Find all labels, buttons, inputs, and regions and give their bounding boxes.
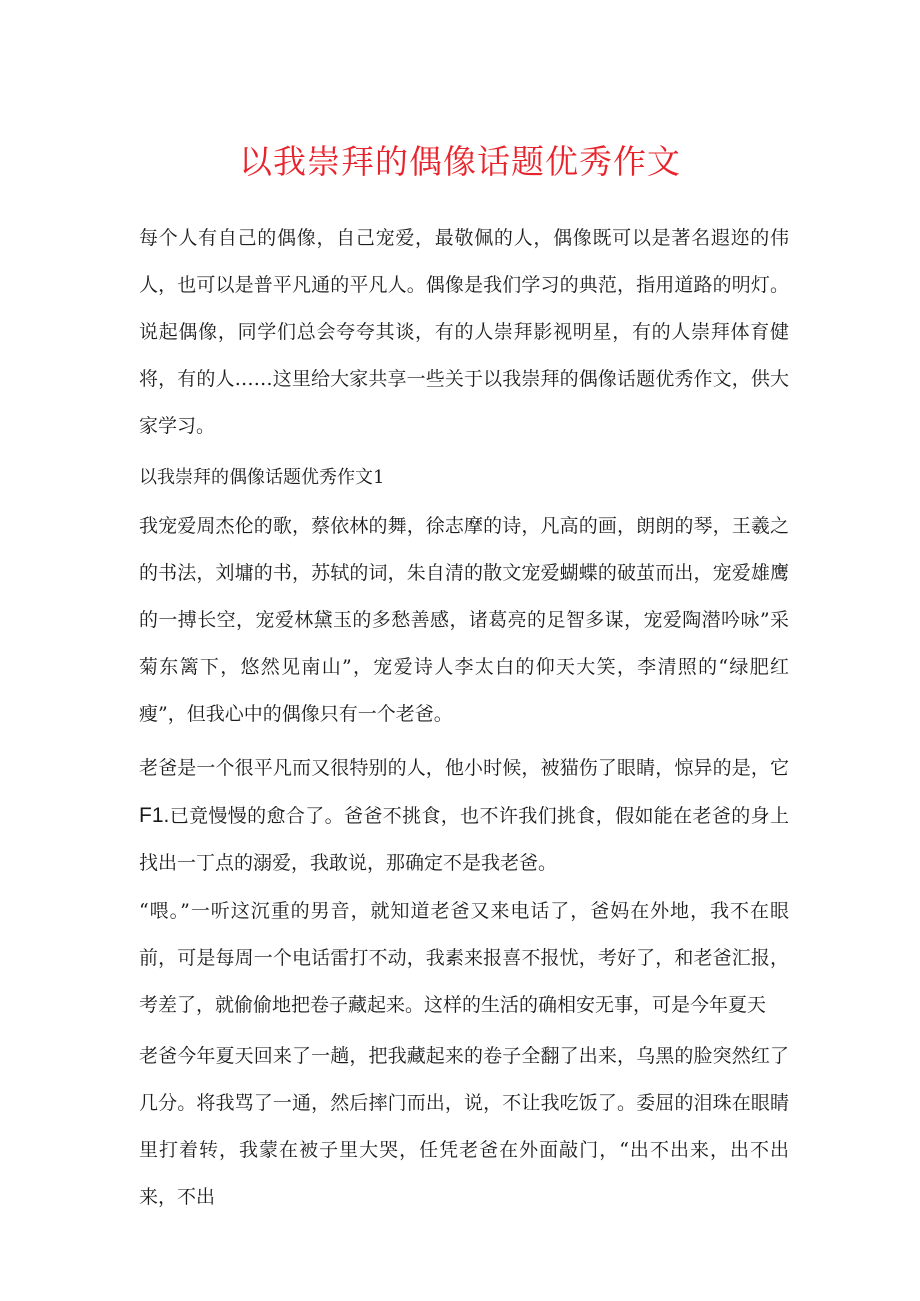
document-title: 以我崇拜的偶像话题优秀作文 bbox=[239, 142, 681, 181]
section-heading: 以我崇拜的偶像话题优秀作文1 bbox=[139, 467, 385, 488]
paragraph-2-start: 老爸是一个很平凡而又很特别的人，他小时候，被猫伤了眼睛，惊异的是，它 bbox=[139, 757, 789, 779]
paragraph-2-text bbox=[139, 745, 789, 887]
paragraph-1 bbox=[139, 503, 789, 738]
paragraph-4-text: 老爸今年夏天回来了一趟，把我藏起来的卷子全翻了出来，乌黑的脸突然红了几分。将我骂了一通，然后摔门而出，说，不让我吃饭了。委屈的泪珠在眼睛里打着转，我蒙在被子里大哭，任凭老爸在外面敲门，“出不出来，出不出来，不出 bbox=[139, 1045, 789, 1208]
paragraph-2 bbox=[139, 745, 789, 887]
intro-paragraph bbox=[139, 215, 789, 450]
intro-text: 每个人有自己的偶像，自己宠爱，最敬佩的人，偶像既可以是著名遐迩的伟人，也可以是普平凡通的平凡人。偶像是我们学习的典范，指用道路的明灯。说起偶像，同学们总会夸夸其谈，有的人崇拜影视明星，有的人崇拜体育健将，有的人……这里给大家共享一些关于以我崇拜的偶像话题优秀作文，供大家学习。 bbox=[139, 227, 789, 437]
paragraph-3-text: “喂。”一听这沉重的男音，就知道老爸又来电话了，爸妈在外地，我不在眼前，可是每周一个电话雷打不动，我素来报喜不报忧，考好了，和老爸汇报，考差了，就偷偷地把卷子藏起来。这样的生活的确相安无事，可是今年夏天 bbox=[139, 900, 789, 1016]
paragraph-3 bbox=[139, 888, 789, 1029]
paragraph-2-mark: F1. bbox=[139, 804, 170, 827]
paragraph-1-text: 我宠爱周杰伦的歌，蔡依林的舞，徐志摩的诗，凡高的画，朗朗的琴，王羲之的书法，刘墉的书，苏轼的词，朱自清的散文宠爱蝴蝶的破茧而出，宠爱雄鹰的一搏长空，宠爱林黛玉的多愁善感，诸葛亮的足智多谋，宠爱陶潜吟咏”采菊东篱下，悠然见南山”，宠爱诗人李太白的仰天大笑，李清照的“绿肥红瘦”，但我心中的偶像只有一个老爸。 bbox=[139, 515, 789, 725]
paragraph-4 bbox=[139, 1033, 789, 1221]
paragraph-2-end: 已竟慢慢的愈合了。爸爸不挑食，也不许我们挑食，假如能在老爸的身上找出一丁点的溺爱，我敢说，那确定不是我老爸。 bbox=[139, 805, 789, 874]
